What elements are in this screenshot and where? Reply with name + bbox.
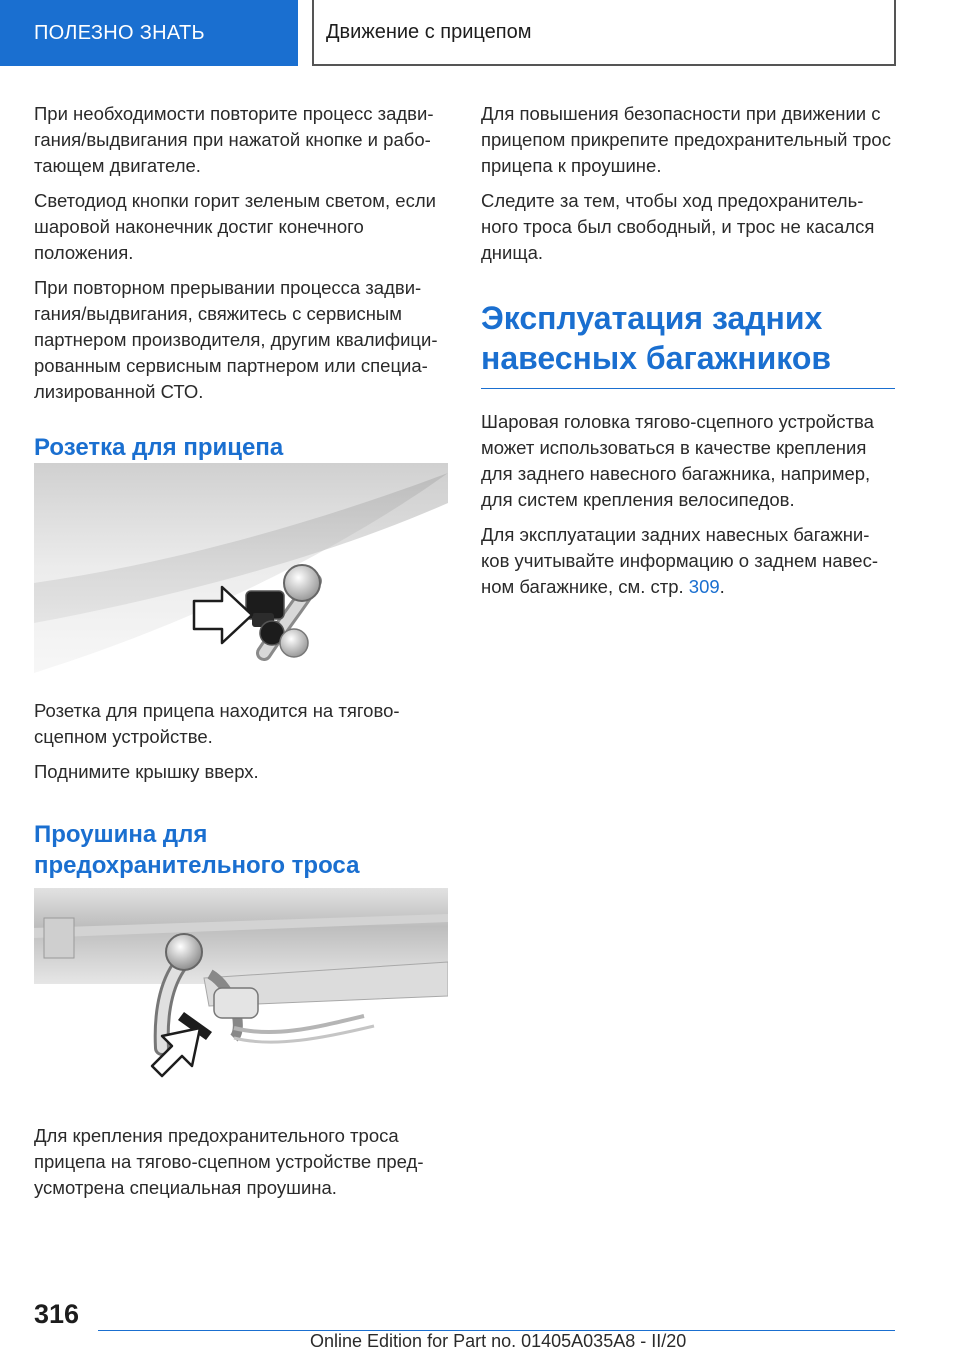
safety-cable-eye-illustration [34,888,448,1110]
right-column [481,101,895,609]
paragraph: Шаровая головка тягово-сцепного устройства может использоваться в качестве крепления для заднего навесного багажника, например, для систем крепления велосипедов. [481,411,874,510]
paragraph: Следите за тем, чтобы ход предохранитель-ного троса был свободный, и трос не касался днища. [481,190,875,263]
section-tab-label: ПОЛЕЗНО ЗНАТЬ [34,21,205,44]
section-heading-safety-cable-eye [34,819,448,881]
paragraph: Для повышения безопасности при движении с прицепом прикрепите предохранительный трос прицепа к проушине. [481,103,891,176]
left-column [34,101,448,463]
heading-line: предохранительного троса [34,852,360,879]
safety-cable-eye-text [34,1123,448,1210]
reference-text: Для эксплуатации задних навесных багажни-ков учитывайте информацию о заднем навес-ном багажнике, см. стр. [481,524,878,597]
edition-footer: Online Edition for Part no. 01405A035A8 - II/20 [310,1331,687,1351]
trailer-socket-text [34,698,448,881]
paragraph-with-reference [481,522,895,600]
paragraph: Для крепления предохранительного троса прицепа на тягово-сцепном устройстве пред-усмотрена специальная проушина. [34,1125,424,1198]
page-number: 316 [34,1299,80,1329]
section-heading-rear-carriers [481,298,895,378]
paragraph: Розетка для прицепа находится на тягово-сцепном устройстве. [34,700,400,747]
heading-underline [481,388,895,389]
paragraph: Светодиод кнопки горит зеленым светом, если шаровой наконечник достиг конечного положения. [34,190,436,263]
paragraph: Поднимите крышку вверх. [34,761,259,782]
reference-text-end: . [719,576,725,597]
chapter-title [312,0,896,66]
heading-line: навесных багажников [481,340,832,376]
paragraph: При повторном прерывании процесса задви-гания/выдвигания, свяжитесь с сервисным партнером производителя, другим квалифици-рованным сервисным партнером или специа-лизированной СТО. [34,277,438,402]
trailer-socket-illustration [34,463,448,685]
heading-line: Проушина для [34,821,208,848]
section-tab [0,0,298,66]
page-reference-link[interactable]: 309 [688,576,720,597]
paragraph: При необходимости повторите процесс задви-гания/выдвигания при нажатой кнопке и рабо-тающем двигателе. [34,103,434,176]
chapter-title-label: Движение с прицепом [326,20,532,43]
section-heading-trailer-socket: Розетка для прицепа [34,434,284,461]
heading-line: Эксплуатация задних [481,300,823,336]
